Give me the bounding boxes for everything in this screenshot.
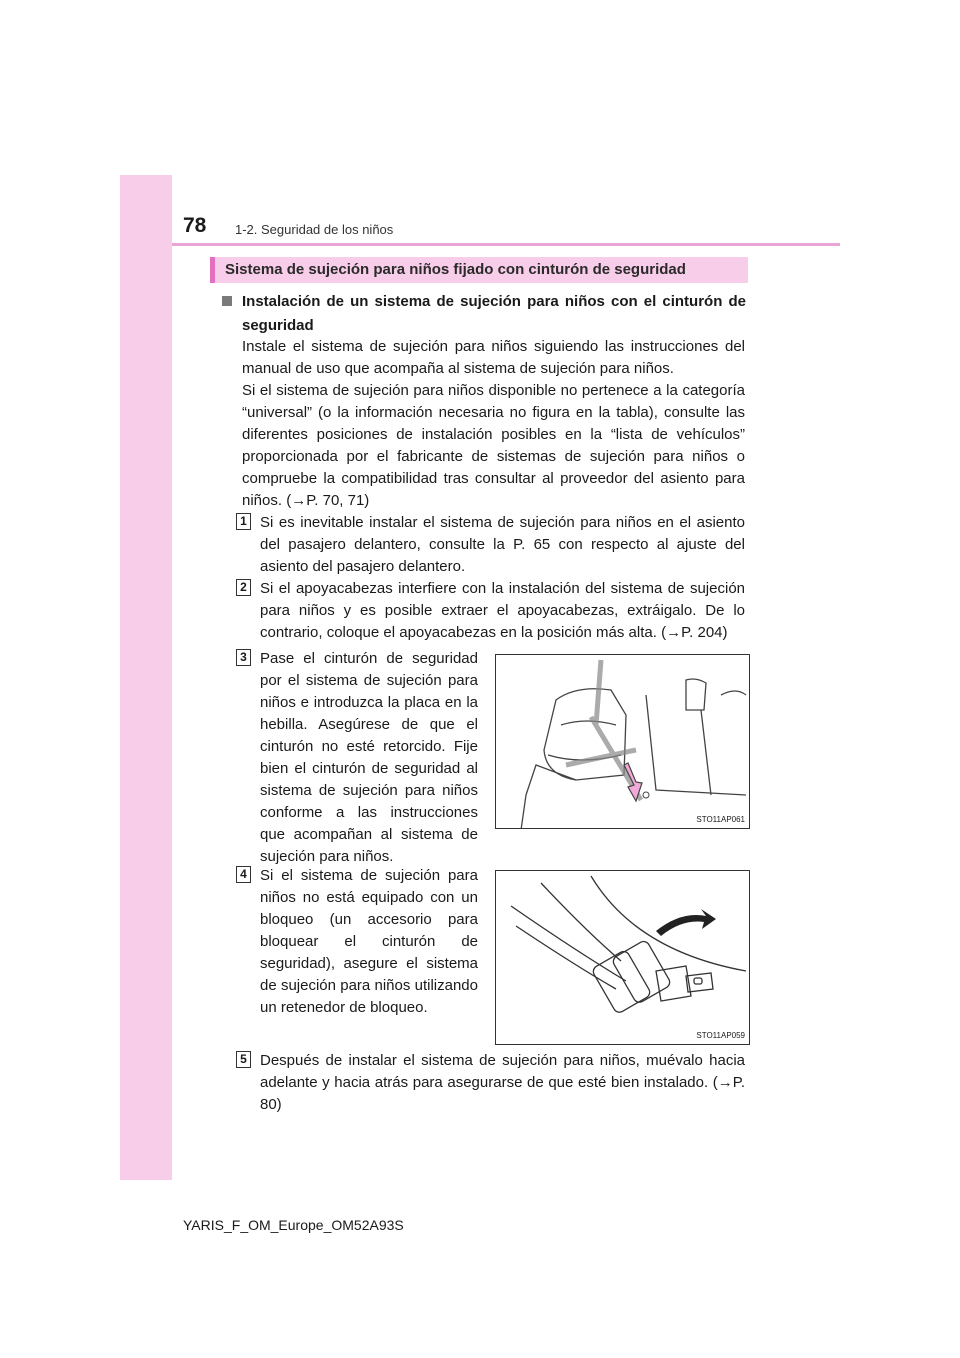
intro-paragraph: Si el sistema de sujeción para niños disponible no pertenece a la categoría “universal” (o la información necesaria no figura en la tabla), consulte las diferentes posiciones de instalación posibles en la “lista de vehículos” proporcionada por el fabricante de sistemas de sujeción para niños o compruebe la compatibilidad tras consultar al proveedor del asiento para niños. (→P. 70, 71) xyxy=(242,382,745,509)
child-seat-illustration xyxy=(496,655,750,829)
subheading-text: Instalación de un sistema de sujeción para niños con el cinturón de seguridad xyxy=(242,293,746,334)
locking-clip-illustration xyxy=(496,871,750,1045)
figure-locking-clip xyxy=(495,870,750,1045)
step-number-badge: 4 xyxy=(236,866,251,883)
step-text: Pase el cinturón de seguridad por el sistema de sujeción para niños e introduzca la placa en la hebilla. Asegúrese de que el cinturón no esté retorcido. Fije bien el cinturón de seguridad al sistema de sujeción para niños conforme a las instrucciones que acompañan al sistema de sujeción para niños. xyxy=(260,650,478,865)
step-text: Después de instalar el sistema de sujeción para niños, muévalo hacia adelante y hacia atrás para asegurarse de que esté bien instalado. (→P. 80) xyxy=(260,1052,745,1113)
subheading xyxy=(222,290,746,338)
step-text: Si el apoyacabezas interfiere con la instalación del sistema de sujeción para niños y es posible extraer el apoyacabezas, extráigalo. De lo contrario, coloque el apoyacabezas en la posición más alta. (→P. 204) xyxy=(260,580,745,641)
step-number-badge: 3 xyxy=(236,649,251,666)
figure-code: STO11AP059 xyxy=(696,1031,745,1040)
intro-paragraph: Instale el sistema de sujeción para niños siguiendo las instrucciones del manual de uso que acompaña al sistema de sujeción para niños. xyxy=(242,338,745,377)
page-number: 78 xyxy=(183,214,207,237)
chapter-sidebar-tab xyxy=(120,175,172,1180)
step-number-badge: 1 xyxy=(236,513,251,530)
step-text: Si el sistema de sujeción para niños no está equipado con un bloqueo (un accesorio para bloquear el cinturón de seguridad), asegure el sistema de sujeción para niños utilizando un retenedor de bloqueo. xyxy=(260,867,478,1016)
header-rule xyxy=(172,243,840,246)
step-number-badge: 5 xyxy=(236,1051,251,1068)
section-title: 1-2. Seguridad de los niños xyxy=(235,222,394,237)
document-footer-code: YARIS_F_OM_Europe_OM52A93S xyxy=(183,1217,404,1233)
step-number-badge: 2 xyxy=(236,579,251,596)
step-text: Si es inevitable instalar el sistema de sujeción para niños en el asiento del pasajero delantero, consulte la P. 65 con respecto al ajuste del asiento del pasajero delantero. xyxy=(260,514,745,575)
figure-child-seat-belt-routing xyxy=(495,654,750,829)
bullet-square-icon xyxy=(222,296,232,306)
figure-code: STO11AP061 xyxy=(696,815,745,824)
topic-banner: Sistema de sujeción para niños fijado con cinturón de seguridad xyxy=(210,257,748,283)
